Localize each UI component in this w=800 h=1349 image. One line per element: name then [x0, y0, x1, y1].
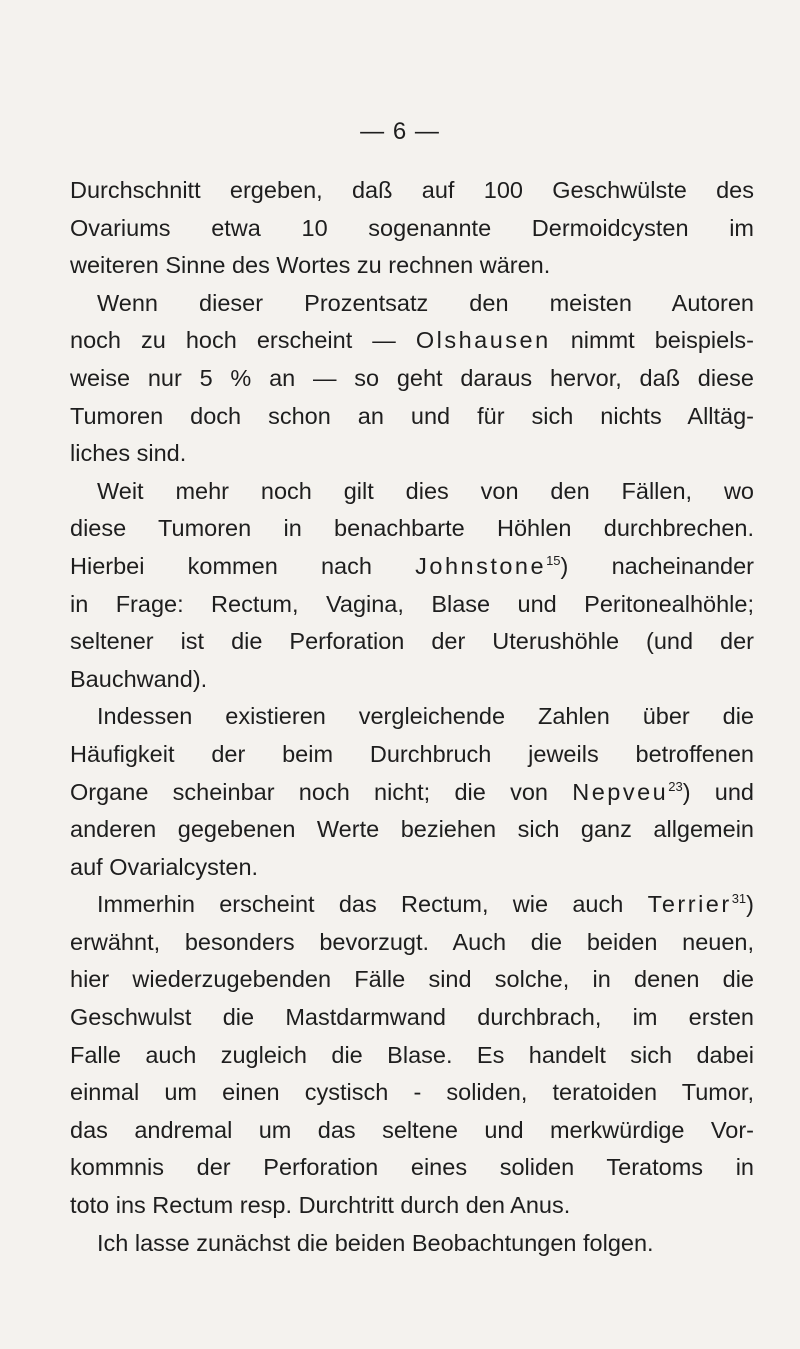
- paragraph-5: [70, 886, 754, 1224]
- footnote-ref: 15: [546, 552, 561, 568]
- text-segment: noch zu hoch erscheint —: [70, 327, 416, 354]
- text-line: Wenn dieser Prozentsatz den meisten Autoren: [97, 289, 754, 316]
- text-line: Durchschnitt ergeben, daß auf 100 Geschwülste des: [70, 177, 754, 203]
- text-line: liches sind.: [70, 440, 187, 467]
- text-line: Indessen existieren vergleichende Zahlen über die: [97, 703, 754, 730]
- text-segment: weise nur 5: [70, 364, 231, 391]
- text-line: toto ins Rectum resp. Durchtritt durch den Anus.: [70, 1192, 571, 1219]
- body-text: [70, 172, 754, 1262]
- footnote-ref: 31: [731, 891, 747, 907]
- text-line: anderen gegebenen Werte beziehen sich ganz allgemein: [70, 816, 754, 843]
- author-name: Nepveu: [572, 778, 669, 805]
- text-line: einmal um einen cystisch - soliden, teratoiden Tumor,: [70, 1079, 754, 1106]
- text-line: erwähnt, besonders bevorzugt. Auch die beiden neuen,: [70, 928, 754, 955]
- text-line: [70, 322, 754, 360]
- paragraph-6: [70, 1225, 754, 1263]
- page-number: — 6 —: [360, 118, 440, 145]
- text-segment: Organe scheinbar noch nicht; die von: [70, 778, 573, 805]
- text-line: [70, 360, 754, 398]
- text-line: Tumoren doch schon an und für sich nichts Alltäg-: [70, 402, 754, 429]
- text-line: Bauchwand).: [70, 665, 208, 692]
- text-line: das andremal um das seltene und merkwürdige Vor-: [70, 1116, 754, 1143]
- text-segment: ) nacheinander: [560, 552, 754, 579]
- author-name: Terrier: [647, 891, 732, 918]
- text-segment: Hierbei kommen nach: [70, 552, 416, 579]
- text-line: auf Ovarialcysten.: [70, 853, 259, 880]
- text-segment: Immerhin erscheint das Rectum, wie auch: [97, 891, 648, 918]
- footnote-ref: 23: [668, 778, 683, 794]
- text-line: hier wiederzugebenden Fälle sind solche, in denen die: [70, 966, 754, 993]
- paragraph-4: [70, 698, 754, 886]
- text-segment: an — so geht daraus hervor, daß diese: [251, 364, 754, 391]
- text-line: [70, 548, 754, 586]
- paragraph-2: [70, 285, 754, 473]
- paragraph-1: [70, 172, 754, 285]
- text-line: seltener ist die Perforation der Uterushöhle (und der: [70, 628, 754, 655]
- author-name: Johnstone: [415, 552, 547, 579]
- text-line: Geschwulst die Mastdarmwand durchbrach, im ersten: [70, 1004, 754, 1031]
- text-line: Falle auch zugleich die Blase. Es handelt sich dabei: [70, 1041, 754, 1068]
- author-name: Olshausen: [415, 327, 551, 354]
- text-line: in Frage: Rectum, Vagina, Blase und Peritonealhöhle;: [70, 590, 754, 617]
- text-line: Ovariums etwa 10 sogenannte Dermoidcysten im: [70, 214, 754, 241]
- text-line: diese Tumoren in benachbarte Höhlen durchbrechen.: [70, 515, 754, 542]
- text-line: Ich lasse zunächst die beiden Beobachtungen folgen.: [97, 1229, 654, 1256]
- text-line: [70, 774, 754, 812]
- text-line: kommnis der Perforation eines soliden Teratoms in: [70, 1154, 754, 1181]
- text-segment: nimmt beispiels-: [550, 327, 754, 354]
- paragraph-3: [70, 473, 754, 699]
- text-line: weiteren Sinne des Wortes zu rechnen wären.: [70, 252, 551, 279]
- text-line: Häufigkeit der beim Durchbruch jeweils betroffenen: [70, 740, 754, 767]
- percent-sign: %: [230, 364, 252, 391]
- text-line: [70, 886, 754, 924]
- text-segment: ) und: [682, 778, 754, 805]
- text-segment: ): [746, 891, 754, 918]
- text-line: Weit mehr noch gilt dies von den Fällen, wo: [97, 477, 754, 504]
